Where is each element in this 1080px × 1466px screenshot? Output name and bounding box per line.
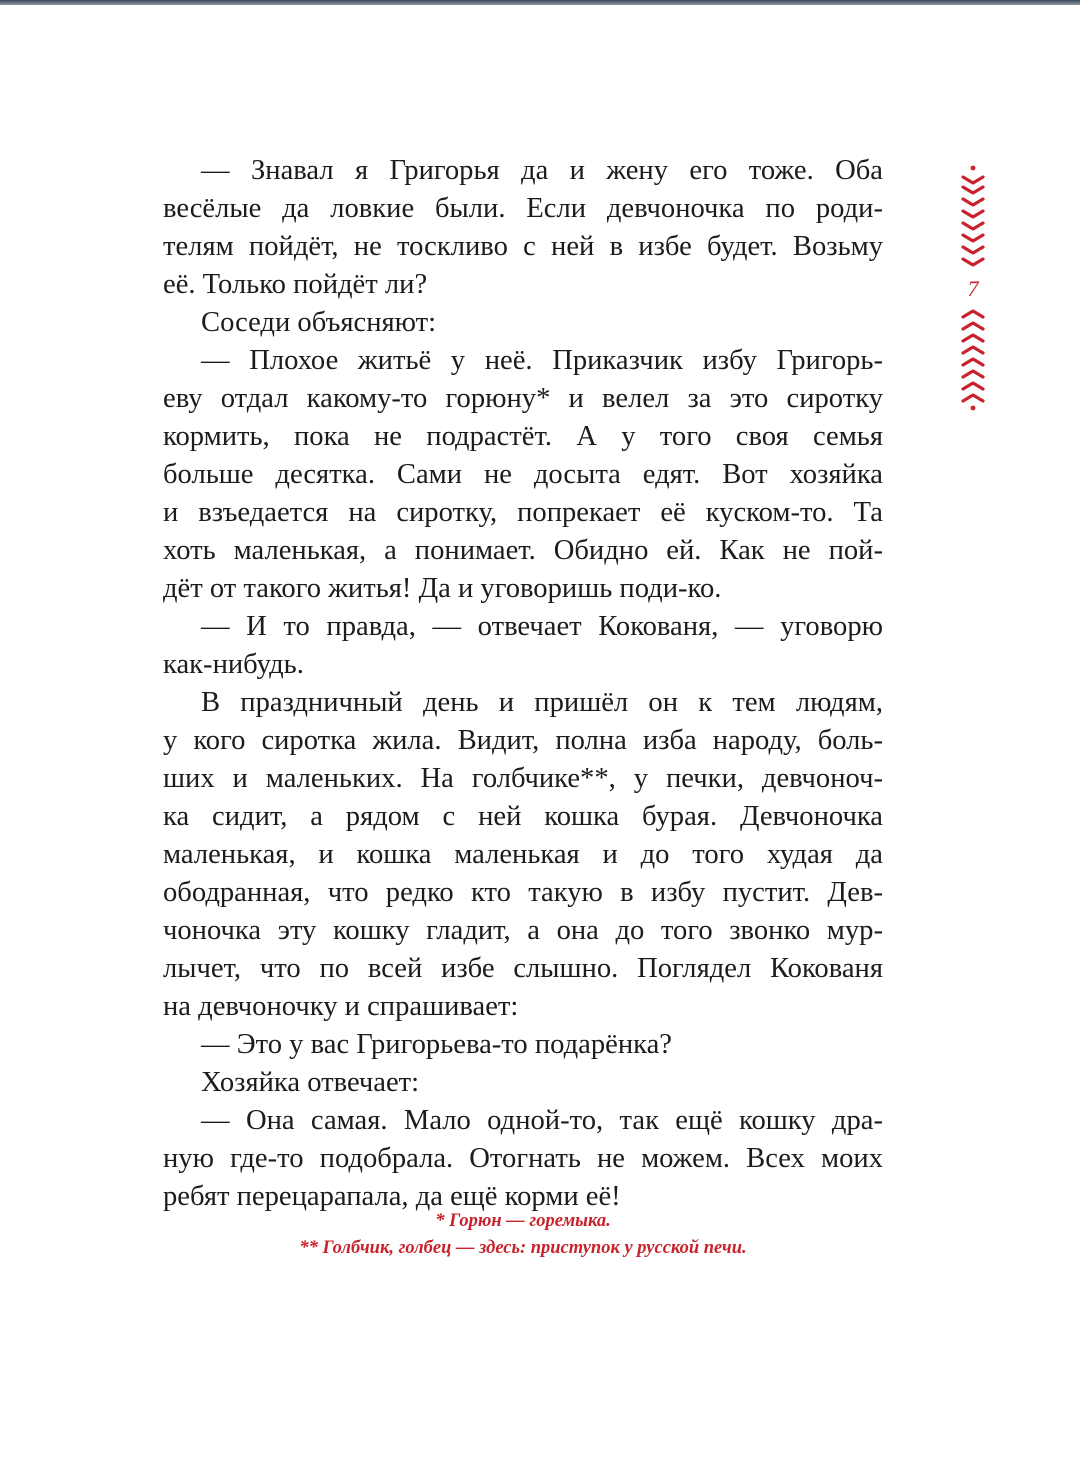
- text-line: кормить, пока не подрастёт. А у того своя семья: [163, 421, 883, 452]
- text-line: весёлые да ловкие были. Если девчоночка по роди-: [163, 193, 883, 224]
- text-line: Хозяйка отвечает:: [201, 1067, 420, 1098]
- text-line: ребят перецарапала, да ещё корми её!: [163, 1181, 621, 1212]
- decorative-ornament-top-icon: [955, 163, 991, 271]
- text-line: на девчоночку и спрашивает:: [163, 991, 519, 1022]
- text-line: еву отдал какому-то горюну* и велел за это сиротку: [163, 383, 883, 414]
- text-line: — Знавал я Григорья да и жену его тоже. Оба: [201, 155, 883, 186]
- text-line: телям пойдёт, не тоскливо с ней в избе будет. Возьму: [163, 231, 883, 262]
- text-line: больше десятка. Сами не досыта едят. Вот хозяйка: [163, 459, 883, 490]
- text-line: как-нибудь.: [163, 649, 304, 680]
- footnote-1: * Горюн — горемыка.: [435, 1211, 611, 1231]
- text-line: хоть маленькая, а понимает. Обидно ей. Как не пой-: [163, 535, 883, 566]
- text-line: маленькая, и кошка маленькая и до того худая да: [163, 839, 883, 870]
- text-line: лычет, что по всей избе слышно. Поглядел Кокованя: [163, 953, 883, 984]
- page-number: 7: [967, 276, 979, 301]
- text-line: и взъедается на сиротку, попрекает её куском-то. Та: [163, 497, 883, 528]
- text-line: ную где-то подобрала. Отогнать не можем. Всех моих: [163, 1143, 883, 1174]
- text-line: — Это у вас Григорьева-то подарёнка?: [201, 1029, 672, 1060]
- text-line: чоночка эту кошку гладит, а она до того звонко мур-: [163, 915, 883, 946]
- text-line: её. Только пойдёт ли?: [163, 269, 428, 300]
- text-line: Соседи объясняют:: [201, 307, 437, 338]
- text-line: — Плохое житьё у неё. Приказчик избу Григорь-: [201, 345, 883, 376]
- text-line: ших и маленьких. На голбчике**, у печки, девчоноч-: [163, 763, 883, 794]
- footnotes: [163, 1208, 883, 1262]
- text-line: ободранная, что редко кто такую в избу пустит. Дев-: [163, 877, 883, 908]
- text-line: — И то правда, — отвечает Кокованя, — уговорю: [201, 611, 883, 642]
- text-line: у кого сиротка жила. Видит, полна изба народу, боль-: [163, 725, 883, 756]
- story-text: [163, 152, 883, 1216]
- decorative-ornament-bottom-icon: [955, 305, 991, 413]
- text-line: — Она самая. Мало одной-то, так ещё кошку дра-: [201, 1105, 883, 1136]
- footnote-2: ** Голбчик, голбец — здесь: приступок у русской печи.: [299, 1238, 747, 1258]
- text-line: В праздничный день и пришёл он к тем людям,: [201, 687, 883, 718]
- text-line: ка сидит, а рядом с ней кошка бурая. Девчоночка: [163, 801, 883, 832]
- text-line: дёт от такого житья! Да и уговоришь поди-ко.: [163, 573, 722, 604]
- page-top-edge: [0, 0, 1080, 5]
